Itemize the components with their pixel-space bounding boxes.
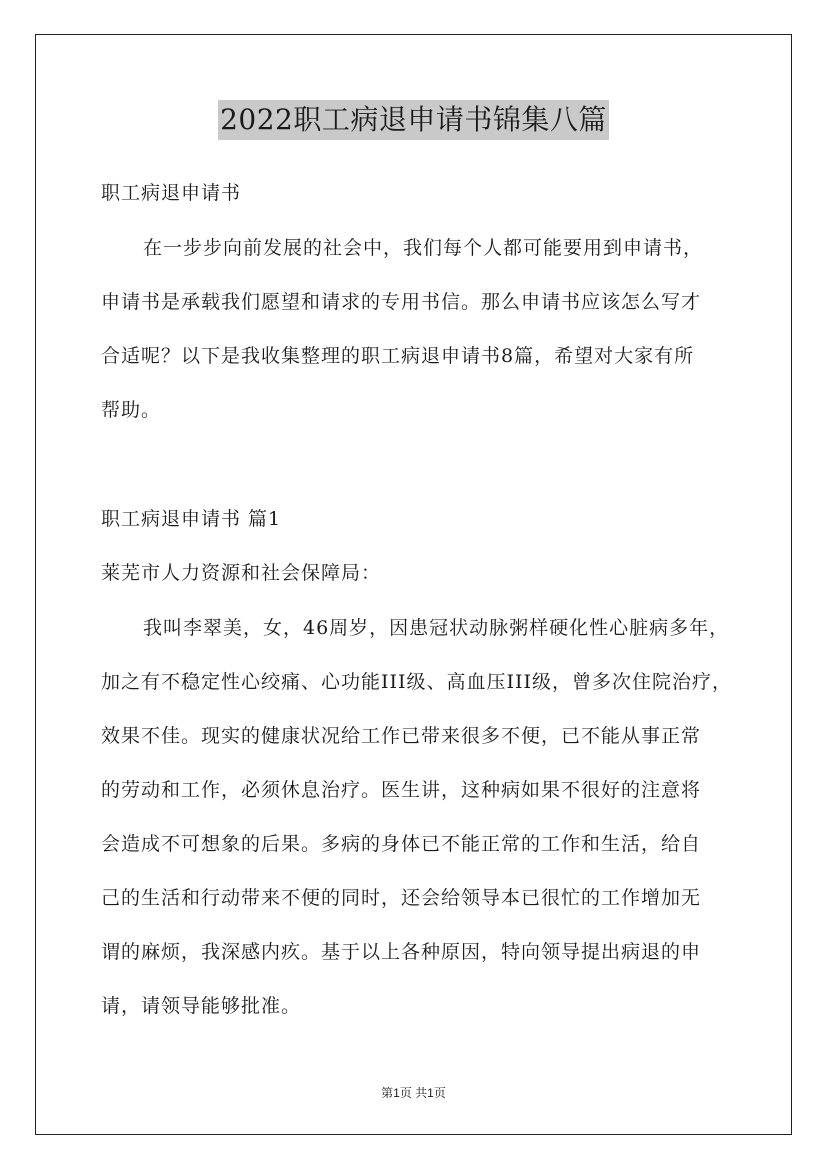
intro-line: 在一步步向前发展的社会中，我们每个人都可能要用到申请书， xyxy=(143,237,704,259)
page-footer: 第1页 共1页 xyxy=(381,1086,446,1100)
salutation: 莱芜市人力资源和社会保障局： xyxy=(101,562,382,584)
body-line: 加之有不稳定性心绞痛、心功能III级、高血压III级，曾多次住院治疗， xyxy=(101,671,733,693)
body-line: 会造成不可想象的后果。多病的身体已不能正常的工作和生活，给自 xyxy=(101,833,702,855)
article-heading: 职工病退申请书 篇1 xyxy=(101,508,282,530)
title-container xyxy=(0,100,827,140)
body-line: 的劳动和工作，必须休息治疗。医生讲，这种病如果不很好的注意将 xyxy=(101,779,702,801)
body-line: 请，请领导能够批准。 xyxy=(101,995,302,1017)
body-line: 己的生活和行动带来不便的同时，还会给领导本已很忙的工作增加无 xyxy=(101,887,702,909)
body-line: 效果不佳。现实的健康状况给工作已带来很多不便，已不能从事正常 xyxy=(101,725,702,747)
body-line: 我叫李翠美，女，46周岁，因患冠状动脉粥样硬化性心脏病多年， xyxy=(143,617,730,639)
intro-heading: 职工病退申请书 xyxy=(101,182,242,204)
intro-line: 申请书是承载我们愿望和请求的专用书信。那么申请书应该怎么写才 xyxy=(101,291,702,313)
document-title: 2022职工病退申请书锦集八篇 xyxy=(218,100,609,140)
intro-line: 帮助。 xyxy=(101,399,162,421)
intro-line: 合适呢？以下是我收集整理的职工病退申请书8篇，希望对大家有所 xyxy=(101,345,695,367)
body-line: 谓的麻烦，我深感内疚。基于以上各种原因，特向领导提出病退的申 xyxy=(101,941,702,963)
